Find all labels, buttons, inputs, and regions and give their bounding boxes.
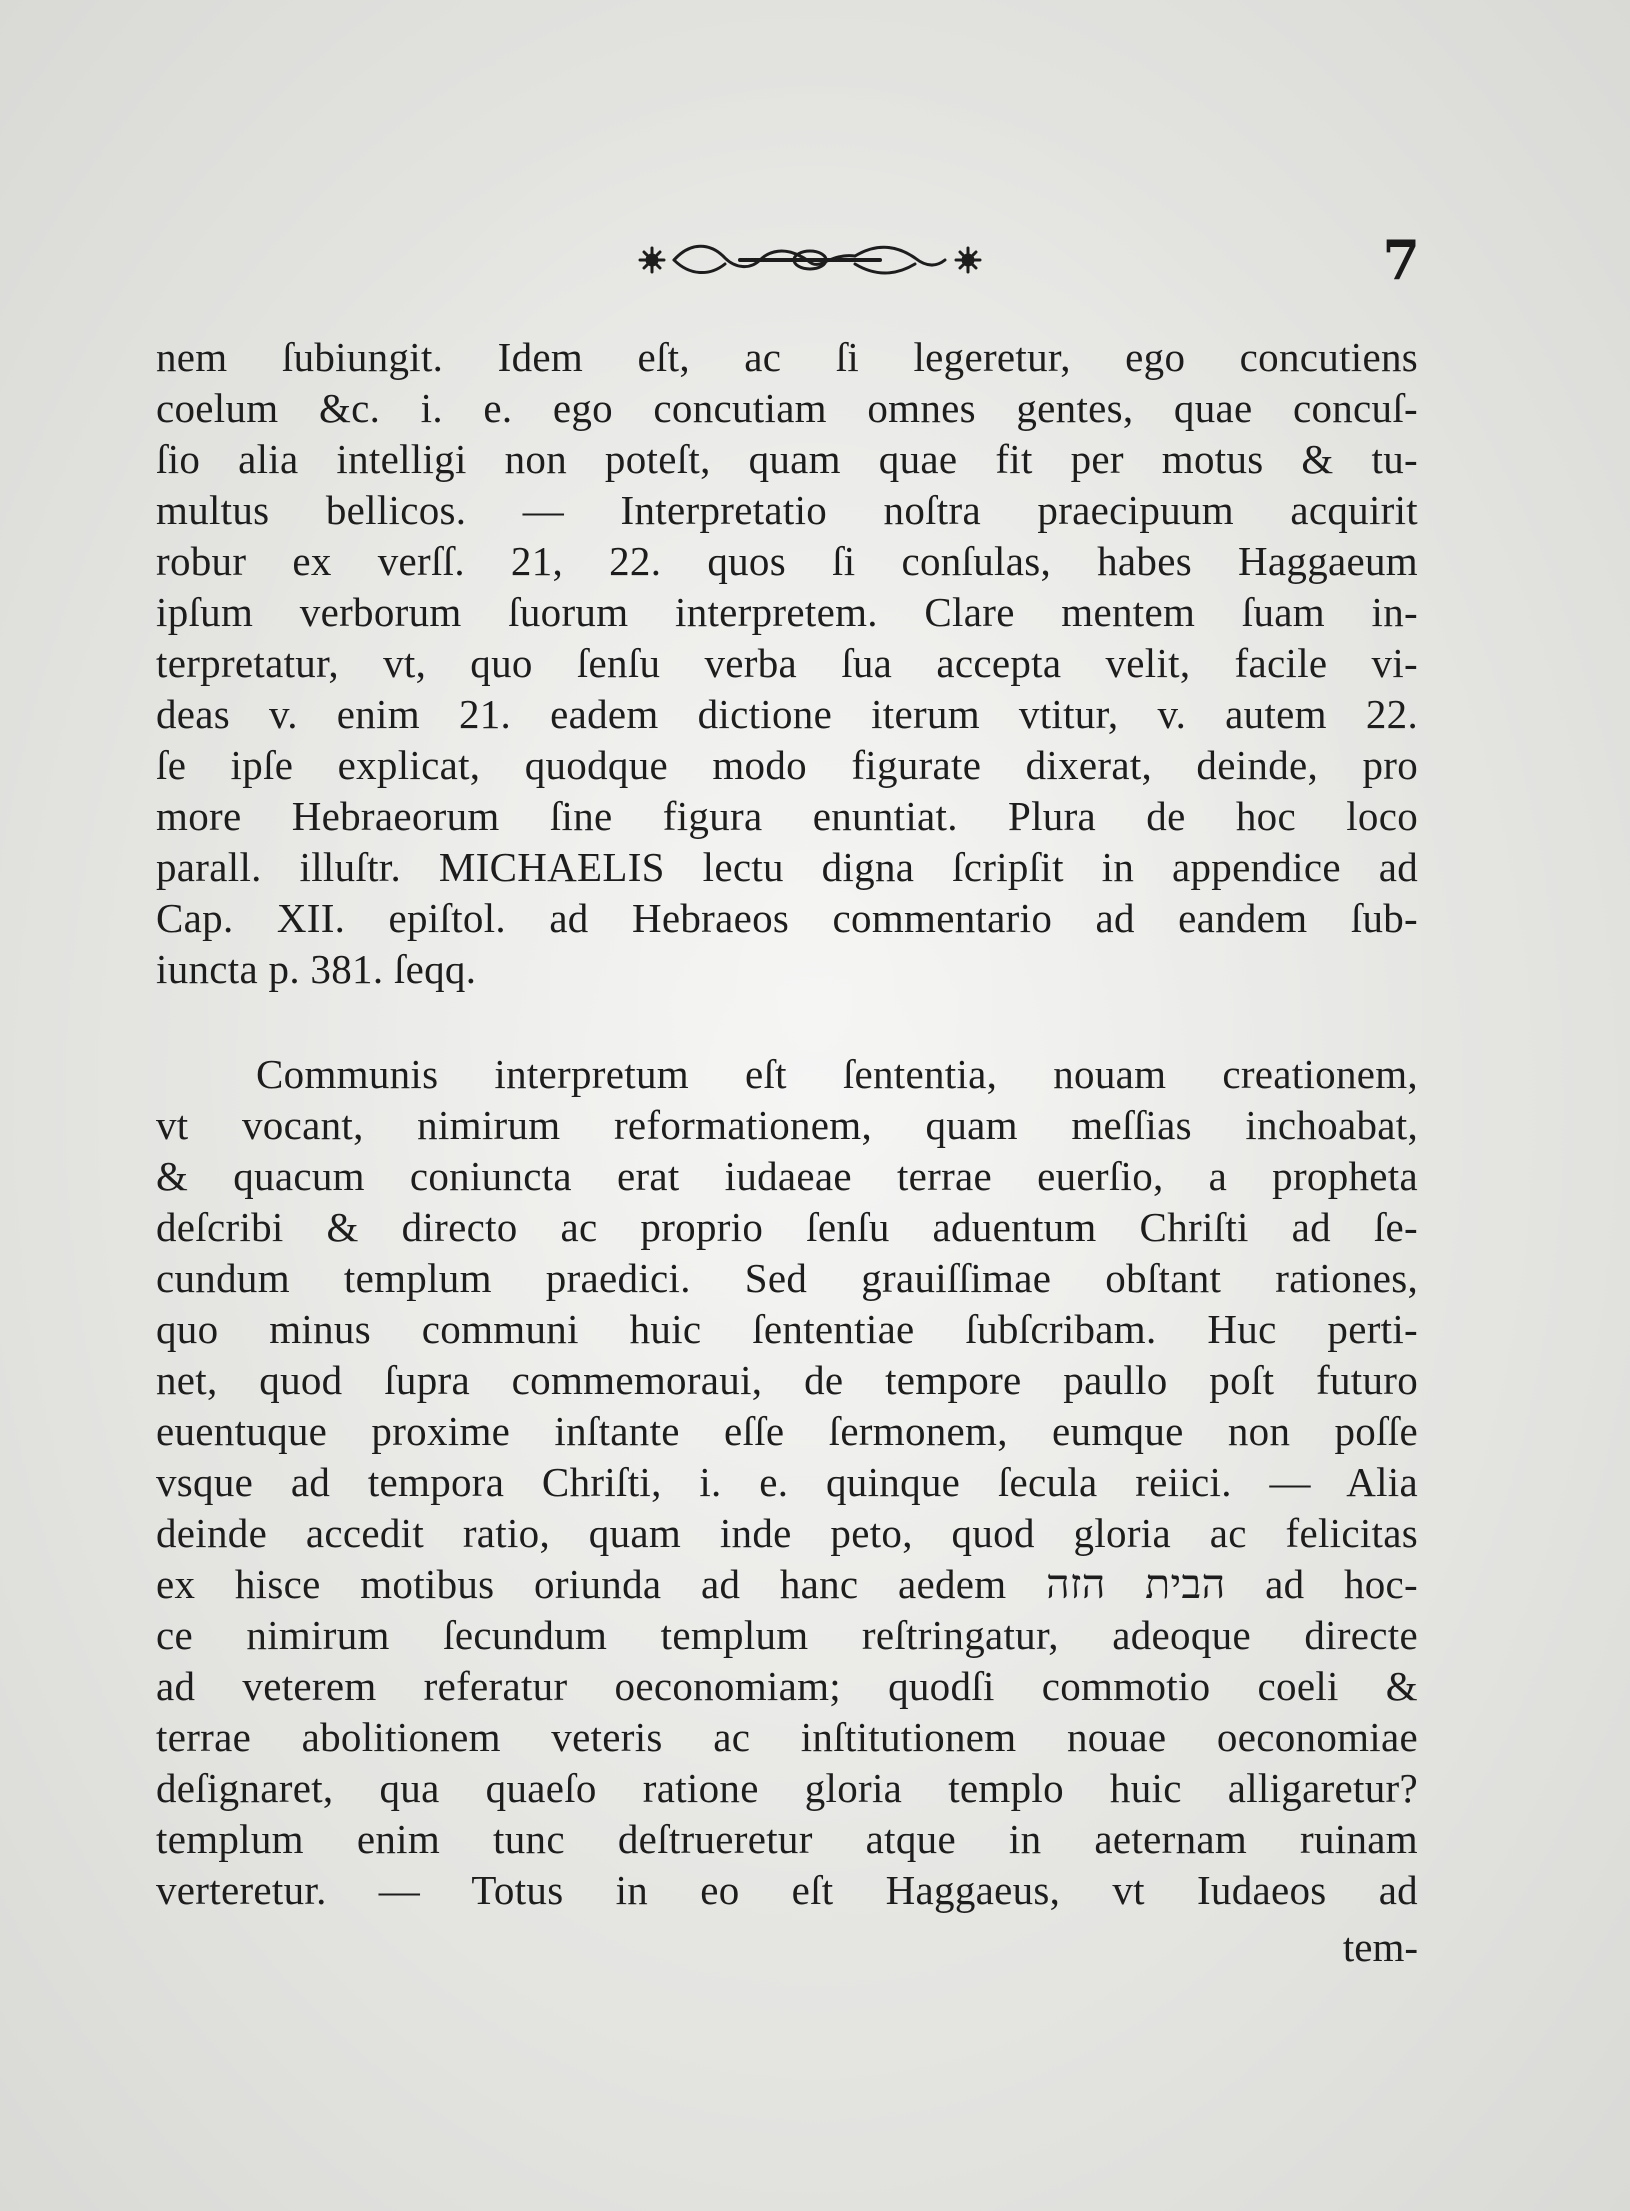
text-line: deas v. enim 21. eadem dictione iterum vtitur, v. autem 22. xyxy=(156,691,1418,737)
text-line: net, quod ſupra commemoraui, de tempore paullo poſt futuro xyxy=(156,1357,1418,1403)
text-line: terpretatur, vt, quo ſenſu verba ſua accepta velit, facile vi- xyxy=(156,640,1418,686)
text-line: multus bellicos. — Interpretatio noſtra praecipuum acquirit xyxy=(156,487,1418,533)
text-line: templum enim tunc deſtrueretur atque in aeternam ruinam xyxy=(156,1816,1418,1862)
text-line: vt vocant, nimirum reformationem, quam meſſias inchoabat, xyxy=(156,1102,1418,1148)
text-line: parall. illuſtr. MICHAELIS lectu digna ſcripſit in appendice ad xyxy=(156,844,1418,890)
text-line: cundum templum praedici. Sed grauiſſimae obſtant rationes, xyxy=(156,1255,1418,1301)
text-line: & quacum coniuncta erat iudaeae terrae euerſio, a propheta xyxy=(156,1153,1418,1199)
text-line: deſignaret, qua quaeſo ratione gloria templo huic alligaretur? xyxy=(156,1765,1418,1811)
text-line: coelum &c. i. e. ego concutiam omnes gentes, quae concuſ- xyxy=(156,385,1418,431)
page-number: 7 xyxy=(1382,228,1420,292)
text-line: euentuque proxime inſtante eſſe ſermonem, eumque non poſſe xyxy=(156,1408,1418,1454)
text-line: quo minus communi huic ſententiae ſubſcribam. Huc perti- xyxy=(156,1306,1418,1352)
text-line: Communis interpretum eſt ſententia, nouam creationem, xyxy=(256,1051,1418,1097)
catchword: tem- xyxy=(1342,1924,1418,1970)
text-line: ipſum verborum ſuorum interpretem. Clare mentem ſuam in- xyxy=(156,589,1418,635)
text-line: more Hebraeorum ſine figura enuntiat. Plura de hoc loco xyxy=(156,793,1418,839)
paragraph-gap xyxy=(156,995,1418,1049)
body-text xyxy=(156,332,1418,1973)
page-header xyxy=(0,218,1630,308)
text-line: ex hisce motibus oriunda ad hanc aedem הבית הזה ad hoc- xyxy=(156,1561,1419,1607)
text-line: ad veterem referatur oeconomiam; quodſi commotio coeli & xyxy=(156,1663,1418,1709)
paragraph-2 xyxy=(156,1049,1418,1916)
text-line: ſe ipſe explicat, quodque modo figurate dixerat, deinde, pro xyxy=(156,742,1418,788)
text-line: terrae abolitionem veteris ac inſtitutionem nouae oeconomiae xyxy=(156,1714,1418,1760)
text-line: deſcribi & directo ac proprio ſenſu aduentum Chriſti ad ſe- xyxy=(156,1204,1418,1250)
text-line: robur ex verſſ. 21, 22. quos ſi conſulas, habes Haggaeum xyxy=(156,538,1418,584)
text-line: vsque ad tempora Chriſti, i. e. quinque ſecula reiici. — Alia xyxy=(156,1459,1418,1505)
text-line: nem ſubiungit. Idem eſt, ac ſi legeretur, ego concutiens xyxy=(156,334,1418,380)
text-line: iuncta p. 381. ſeqq. xyxy=(156,946,477,992)
text-line: Cap. XII. epiſtol. ad Hebraeos commentario ad eandem ſub- xyxy=(156,895,1418,941)
paragraph-1 xyxy=(156,332,1418,995)
ornament-icon xyxy=(630,230,990,290)
text-line: deinde accedit ratio, quam inde peto, quod gloria ac felicitas xyxy=(156,1510,1418,1556)
text-line: verteretur. — Totus in eo eſt Haggaeus, vt Iudaeos ad xyxy=(156,1867,1418,1913)
text-line: ſio alia intelligi non poteſt, quam quae fit per motus & tu- xyxy=(156,436,1418,482)
text-line: ce nimirum ſecundum templum reſtringatur, adeoque directe xyxy=(156,1612,1418,1658)
